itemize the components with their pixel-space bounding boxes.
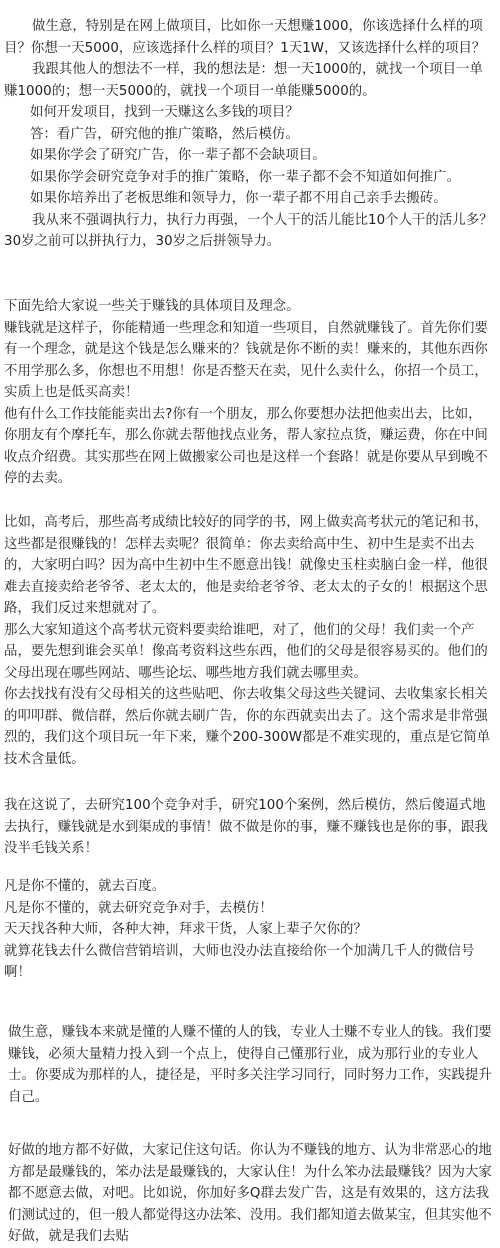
paragraph: 我跟其他人的想法不一样，我的想法是：想一天1000的，就找一个项目一单赚1000的；想一天5000的，就找一个项目一单能赚5000的。 <box>4 62 483 99</box>
article-section-7 <box>8 1140 492 1248</box>
paragraph: 我从来不强调执行力，执行力再强，一个人干的活儿能比10个人干的活儿多？30岁之前可以拼执行力，30岁之后拼领导力。 <box>4 212 493 249</box>
paragraph: 天天找各种大师，各种大神，拜求干货，人家上辈子欠你的？ <box>4 922 367 937</box>
paragraph: 你去找找有没有父母相关的这些贴吧、你去收集父母这些关键词、去收集家长相关的叩叩群、微信群，然后你就去刷广告，你的东西就卖出去了。这个需求是非常强烈的，我们这个项目玩一年下来，赚个200-300W都是不难实现的，重点是它简单技术含量低。 <box>4 687 491 767</box>
paragraph: 他有什么工作技能能卖出去?你有一个朋友，那么你要想办法把他卖出去，比如，你朋友有个摩托车，那么你就去帮他找点业务，帮人家拉点货，赚运费，你在中间收点介绍费。其实那些在网上做搬家公司也是这样一个套路！就是你要从早到晚不停的去卖。 <box>4 406 488 486</box>
paragraph: 就算花钱去什么微信营销培训，大师也没办法直接给你一个加满几千人的微信号啊！ <box>4 943 475 980</box>
paragraph: 凡是你不懂的，就去百度。 <box>4 879 166 894</box>
paragraph: 比如，高考后，那些高考成绩比较好的同学的书，网上做卖高考状元的笔记和书，这些都是很赚钱的！怎样去卖呢？很简单：你去卖给高中生、初中生是卖不出去的，大家明白吗？因为高中生初中生不愿意出钱！就像史玉柱卖脑白金一样，他很难去直接卖给老爷爷、老太太的，他是卖给老爷爷、老太太的子女的！根据这个思路，我们反过来想就对了。 <box>4 515 488 616</box>
paragraph: 下面先给大家说一些关于赚钱的具体项目及理念。 <box>4 299 300 314</box>
paragraph: 答：看广告，研究他的推广策略，然后模仿。 <box>30 126 299 142</box>
paragraph: 赚钱就是这样子，你能精通一些理念和知道一些项目，自然就赚钱了。首先你们要有一个理念，就是这个钱是怎么赚来的？钱就是你不断的卖！赚来的，其他东西你不用学那么多，你想也不用想！你是否整天在卖，见什么卖什么，你招一个员工，实质上也是低买高卖！ <box>4 320 488 400</box>
paragraph: 如果你学会了研究广告，你一辈子都不会缺项目。 <box>30 148 326 163</box>
paragraph: 那么大家知道这个高考状元资料要卖给谁吧，对了，他们的父母！我们卖一个产品，要先想到谁会买单！像高考资料这些东西，他们的父母是很容易买的。他们的父母出现在哪些网站、哪些论坛、哪些地方我们就去哪里卖。 <box>4 622 488 681</box>
paragraph: 如果你培养出了老板思维和领导力，你一辈子都不用自己亲手去搬砖。 <box>30 191 447 206</box>
paragraph: 好做的地方都不好做，大家记住这句话。你认为不赚钱的地方、认为非常恶心的地方都是最赚钱的，笨办法是最赚钱的，大家认住！为什么笨办法最赚钱？因为大家都不愿意去做，对吧。比如说，你加好多Q群去发广告，这是有效果的，这方法我们测试过的，但一般人都觉得这办法笨、没用。我们都知道去做某宝，但其实他不好做，就是我们去贴 <box>8 1143 492 1244</box>
paragraph: 凡是你不懂的，就去研究竞争对手，去模仿！ <box>4 900 273 916</box>
article-section-3 <box>4 512 494 770</box>
paragraph: 我在这说了，去研究100个竞争对手，研究100个案例，然后模仿，然后傻逼式地去执行，赚钱就是水到渠成的事情！做不做是你的事，赚不赚钱也是你的事，跟我没半毛钱关系！ <box>4 798 488 856</box>
article-section-1 <box>4 16 494 253</box>
article-section-6 <box>8 1022 492 1108</box>
article-section-2 <box>4 296 494 490</box>
article-section-5 <box>4 876 494 984</box>
paragraph: 如何开发项目，找到一天赚这么多钱的项目？ <box>30 105 299 120</box>
paragraph: 做生意，赚钱本来就是懂的人赚不懂的人的钱，专业人士赚不专业人的钱。我们要赚钱，必须大量精力投入到一个点上，使得自己懂那行业，成为那行业的专业人士。你要成为那样的人，捷径是，平时多关注学习同行，同时努力工作，实践提升自己。 <box>8 1025 492 1105</box>
article-section-4 <box>4 795 494 860</box>
paragraph: 如果你学会研究竞争对手的推广策略，你一辈子都不会不知道如何推广。 <box>30 169 461 185</box>
paragraph: 做生意，特别是在网上做项目，比如你一天想赚1000，你该选择什么样的项目？你想一天5000，应该选择什么样的项目？1天1W，又该选择什么样的项目？ <box>4 19 486 56</box>
